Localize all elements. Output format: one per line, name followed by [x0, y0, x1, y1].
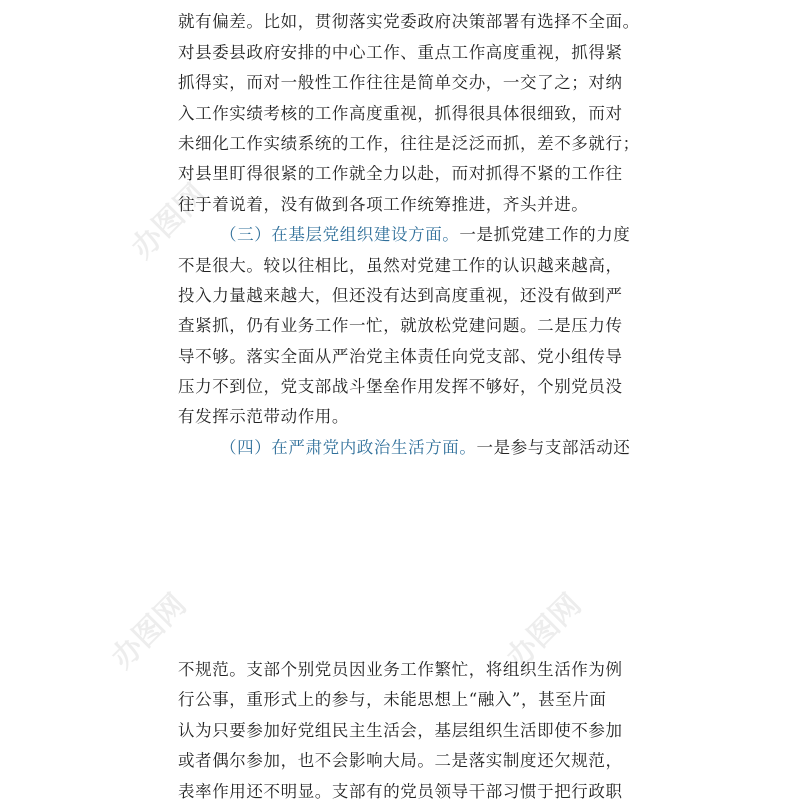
paragraph-line: 查紧抓，仍有业务工作一忙，就放松党建问题。二是压力传 [178, 316, 623, 336]
paragraph-line: 行公事，重形式上的参与，未能思想上“融入”，甚至片面 [178, 690, 607, 710]
section-first-line [178, 433, 631, 463]
paragraph-line: 表率作用还不明显。支部有的党员领导干部习惯于把行政职 [178, 781, 623, 800]
section-heading: （三）在基层党组织建设方面。 [220, 225, 460, 245]
paragraph-line: 导不够。落实全面从严治党主体责任向党支部、党小组传导 [178, 346, 623, 366]
text-column-bottom [178, 655, 624, 800]
paragraph-line: 对县委县政府安排的中心工作、重点工作高度重视，抓得紧 [178, 42, 623, 62]
paragraph-text: 一是参与支部活动还 [476, 437, 631, 457]
paragraph-line: 不是很大。较以往相比，虽然对党建工作的认识越来越高， [178, 255, 623, 275]
paragraph-line: 压力不到位，党支部战斗堡垒作用发挥不够好，个别党员没 [178, 377, 623, 397]
paragraph-line: 有发挥示范带动作用。 [178, 407, 349, 427]
paragraph-line: 未细化工作实绩系统的工作，往往是泛泛而抓，差不多就行； [178, 133, 640, 153]
paragraph-text: 一是抓党建工作的力度 [459, 225, 631, 245]
paragraph-line [178, 0, 624, 7]
paragraph-line: 往于着说着，没有做到各项工作统筹推进，齐头并进。 [178, 194, 589, 214]
paragraph-line: 入工作实绩考核的工作高度重视，抓得很具体很细致，而对 [178, 103, 623, 123]
text-column-top [178, 0, 640, 463]
watermark: 办图网 [499, 587, 589, 676]
paragraph-line: 就有偏差。比如，贯彻落实党委政府决策部署有选择不全面。 [178, 12, 640, 32]
section-first-line [178, 220, 631, 250]
section-heading: （四）在严肃党内政治生活方面。 [220, 437, 477, 457]
watermark: 办图网 [104, 587, 194, 676]
paragraph-line: 不规范。支部个别党员因业务工作繁忙，将组织生活作为例 [178, 660, 623, 679]
paragraph-line: 投入力量越来越大，但还没有达到高度重视，还没有做到严 [178, 285, 623, 305]
paragraph-line: 认为只要参加好党组民主生活会，基层组织生活即使不参加 [178, 720, 623, 740]
watermark: 办图网 [124, 177, 214, 266]
paragraph-line: 或者偶尔参加，也不会影响大局。二是落实制度还欠规范， [178, 751, 623, 771]
paragraph-line: 抓得实，而对一般性工作往往是简单交办，一交了之；对纳 [178, 73, 623, 93]
paragraph-line: 对县里盯得很紧的工作就全力以赴，而对抓得不紧的工作往 [178, 164, 623, 184]
